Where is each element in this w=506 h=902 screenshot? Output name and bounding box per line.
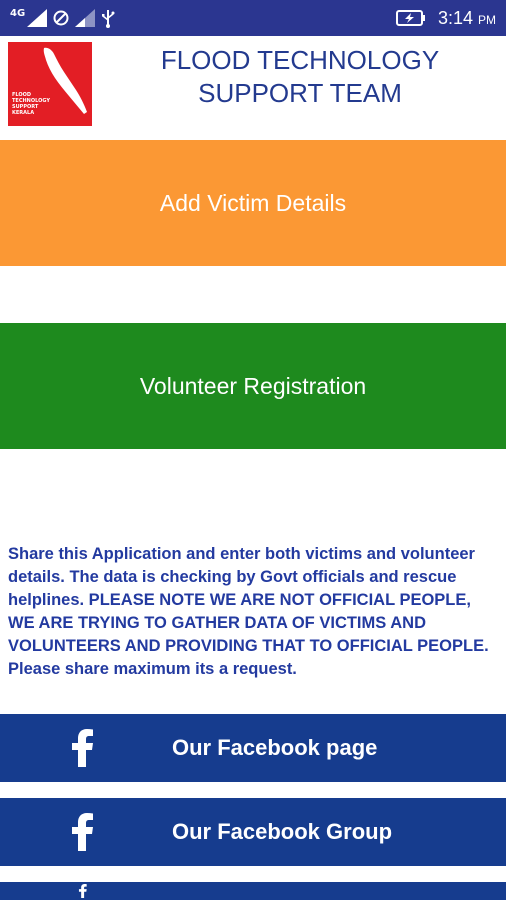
facebook-page-button[interactable] <box>0 714 506 782</box>
additional-link-button[interactable] <box>0 882 506 900</box>
usb-icon <box>101 8 115 28</box>
status-left-icons <box>10 6 115 30</box>
share-notice-text: Share this Application and enter both victims and volunteer details. The data is checking by Govt officials and rescue helplines. PLEASE NOTE WE ARE NOT OFFICIAL PEOPLE, WE ARE TRYING TO GATHER DATA OF VICTIMS AND VOLUNTEERS AND PROVIDING THAT TO OFFICIAL PEOPLE. Please share maximum its a request. <box>8 545 489 678</box>
clock <box>438 8 496 29</box>
app-title: FLOOD TECHNOLOGY SUPPORT TEAM <box>160 45 440 108</box>
clock-time: 3:14 <box>437 7 473 28</box>
facebook-icon <box>66 714 100 782</box>
facebook-icon <box>66 882 100 902</box>
signal-icon <box>27 9 47 27</box>
volunteer-registration-button[interactable]: Volunteer Registration <box>0 323 506 449</box>
facebook-icon <box>66 798 100 866</box>
network-type-label: 4G <box>10 8 26 19</box>
battery-charging-icon <box>396 10 426 26</box>
status-bar <box>0 0 506 36</box>
signal-icon <box>75 9 95 27</box>
facebook-group-label: Our Facebook Group <box>172 819 393 844</box>
app-header <box>0 36 506 136</box>
facebook-group-button[interactable] <box>0 798 506 866</box>
facebook-page-label: Our Facebook page <box>172 735 378 760</box>
app-logo <box>8 42 92 126</box>
status-right-icons <box>396 5 496 31</box>
logo-text: FLOOD TECHNOLOGY SUPPORT KERALA <box>12 92 50 116</box>
add-victim-details-button[interactable]: Add Victim Details <box>0 140 506 266</box>
do-not-disturb-icon <box>53 10 69 26</box>
clock-suffix: PM <box>478 12 496 27</box>
